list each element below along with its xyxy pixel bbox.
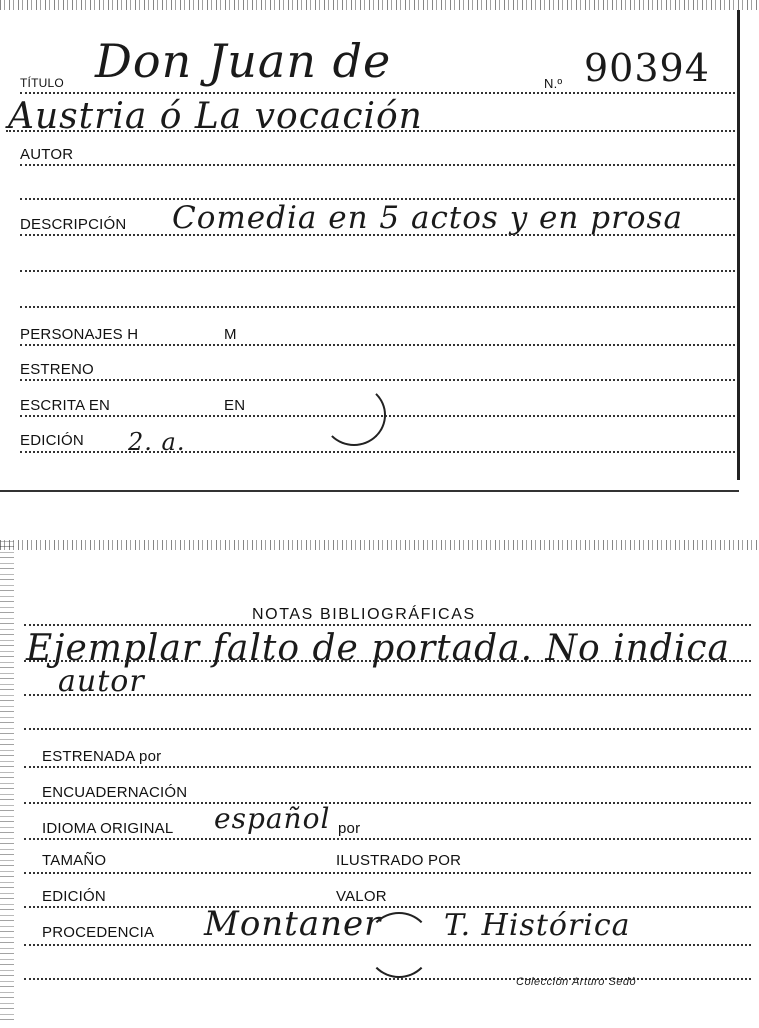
- rule-estrenada: [24, 766, 751, 768]
- collection-footer: Colección Arturo Sedó: [516, 976, 637, 988]
- rule-edicion: [20, 451, 735, 453]
- catalog-card-front: [0, 0, 759, 494]
- heading-notas: NOTAS BIBLIOGRÁFICAS: [252, 606, 476, 623]
- scan-edge-top: [0, 540, 759, 550]
- value-idioma-original: español: [214, 802, 331, 835]
- label-personajes-m: M: [224, 326, 237, 343]
- stamp-mark: [322, 384, 386, 446]
- value-numero: 90394: [584, 46, 710, 90]
- value-procedencia-2: T. Histórica: [444, 908, 631, 943]
- value-titulo-line2: Austria ó La vocación: [8, 96, 423, 137]
- label-escrita-en: ESCRITA EN: [20, 397, 111, 414]
- rule-procedencia-2: [24, 978, 751, 980]
- catalog-card-back: [0, 540, 759, 1020]
- label-procedencia: PROCEDENCIA: [42, 924, 155, 941]
- value-edicion: 2. a.: [128, 428, 186, 456]
- label-encuadernacion: ENCUADERNACIÓN: [42, 784, 188, 801]
- card-edge-bottom: [0, 490, 739, 492]
- rule-personajes: [20, 344, 735, 346]
- scan-edge-top: [0, 0, 759, 10]
- scan-edge-left: [0, 540, 14, 1020]
- label-titulo: TÍTULO: [20, 76, 64, 90]
- label-valor: VALOR: [336, 888, 387, 905]
- value-notas-line1: Ejemplar falto de portada. No indica: [26, 628, 730, 669]
- label-por: por: [338, 820, 361, 837]
- value-notas-line2: autor: [58, 664, 145, 699]
- value-titulo-line1: Don Juan de: [95, 34, 392, 88]
- rule-descripcion-2: [20, 270, 735, 272]
- rule-notas-1: [24, 660, 751, 662]
- label-numero: N.º: [544, 76, 563, 91]
- label-estreno: ESTRENO: [20, 361, 94, 378]
- label-tamano: TAMAÑO: [42, 852, 107, 869]
- rule-notas-2: [24, 694, 751, 696]
- value-procedencia-1: Montaner: [204, 904, 382, 944]
- rule-notas-0: [24, 624, 751, 626]
- label-descripcion: DESCRIPCIÓN: [20, 216, 127, 233]
- card-edge-right: [737, 10, 740, 480]
- label-autor: AUTOR: [20, 146, 74, 163]
- label-personajes-h: PERSONAJES H: [20, 326, 139, 343]
- rule-encuadernacion: [24, 802, 751, 804]
- label-edicion: EDICIÓN: [20, 432, 84, 449]
- rule-edicion-back: [24, 906, 751, 908]
- label-ilustrado-por: ILUSTRADO POR: [336, 852, 462, 869]
- rule-tamano: [24, 872, 751, 874]
- rule-estreno: [20, 379, 735, 381]
- rule-procedencia: [24, 944, 751, 946]
- rule-descripcion-3: [20, 306, 735, 308]
- label-edicion-back: EDICIÓN: [42, 888, 106, 905]
- rule-notas-3: [24, 728, 751, 730]
- rule-idioma: [24, 838, 751, 840]
- rule-titulo: [20, 92, 735, 94]
- label-estrenada-por: ESTRENADA por: [42, 748, 162, 765]
- rule-titulo-2: [6, 130, 735, 132]
- rule-autor: [20, 164, 735, 166]
- label-idioma-original: IDIOMA ORIGINAL: [42, 820, 174, 837]
- label-en: EN: [224, 397, 246, 414]
- rule-descripcion: [20, 234, 735, 236]
- value-descripcion: Comedia en 5 actos y en prosa: [172, 200, 683, 236]
